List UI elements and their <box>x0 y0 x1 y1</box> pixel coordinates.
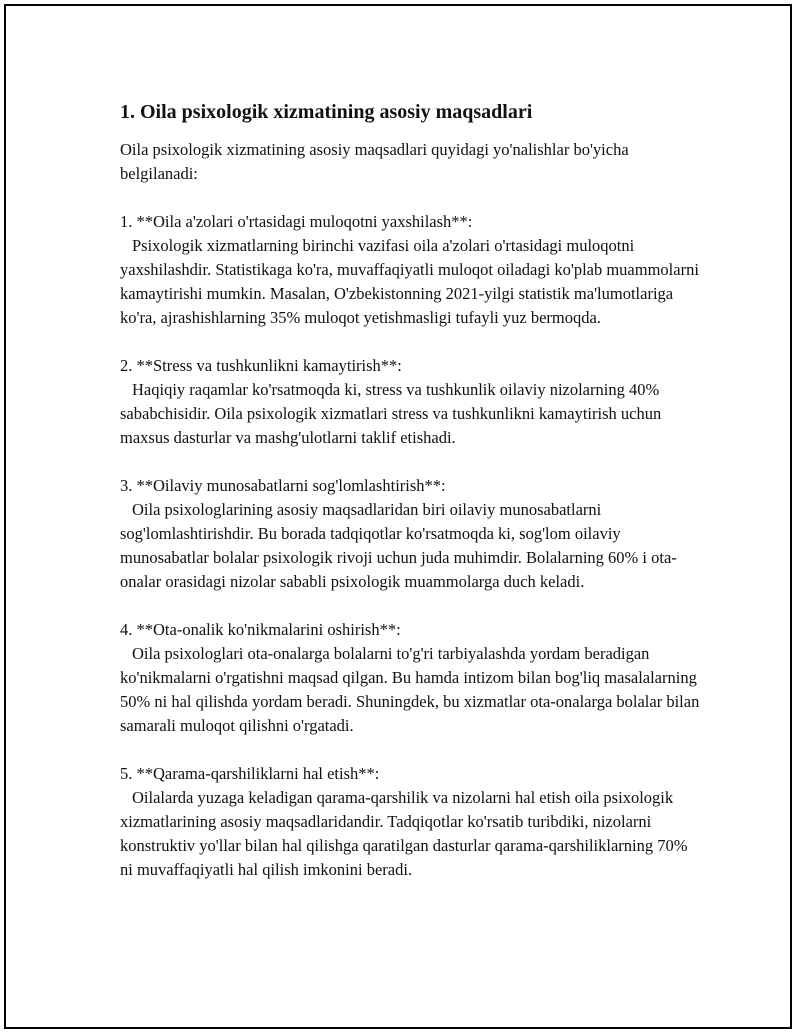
section-5 <box>120 762 700 882</box>
section-heading: 2. **Stress va tushkunlikni kamaytirish**: <box>120 356 402 375</box>
section-1 <box>120 210 704 330</box>
section-4 <box>120 618 704 738</box>
section-body: Oila psixologlarining asosiy maqsadlaridan biri oilaviy munosabatlarni sog'lomlashtirishdir. Bu borada tadqiqotlar ko'rsatmoqda ki, sog'lom oilaviy munosabatlar bolalar psixologik rivoji uchun juda muhimdir. Bolalarning 60% i ota-onalar orasidagi nizolar sababli psixologik muammolarga duch keladi. <box>120 500 677 591</box>
section-body: Psixologik xizmatlarning birinchi vazifasi oila a'zolari o'rtasidagi muloqotni yaxshilashdir. Statistikaga ko'ra, muvaffaqiyatli muloqot oiladagi ko'plab muammolarni kamaytirishi mumkin. Masalan, O'zbekistonning 2021-yilgi statistik ma'lumotlariga ko'ra, ajrashishlarning 35% muloqot yetishmasligi tufayli yuz bermoqda. <box>120 236 704 327</box>
section-body: Oilalarda yuzaga keladigan qarama-qarshilik va nizolarni hal etish oila psixologik xizmatlarining asosiy maqsadlaridandir. Tadqiqotlar ko'rsatib turibdiki, nizolarni konstruktiv yo'llar bilan hal qilishga qaratilgan dasturlar qarama-qarshiliklarning 70% ni muvaffaqiyatli hal qilish imkonini beradi. <box>120 788 692 879</box>
document-page <box>4 4 792 1029</box>
section-heading: 3. **Oilaviy munosabatlarni sog'lomlashtirish**: <box>120 476 446 495</box>
document-content <box>120 98 704 882</box>
section-heading: 4. **Ota-onalik ko'nikmalarini oshirish**: <box>120 620 401 639</box>
section-body: Oila psixologlari ota-onalarga bolalarni to'g'ri tarbiyalashda yordam beradigan ko'nikmalarni o'rgatishni maqsad qilgan. Bu hamda intizom bilan bog'liq masalalarning 50% ni hal qilishda yordam beradi. Shuningdek, bu xizmatlar ota-onalarga bolalar bilan samarali muloqot qilishni o'rgatadi. <box>120 644 704 735</box>
section-body: Haqiqiy raqamlar ko'rsatmoqda ki, stress va tushkunlik oilaviy nizolarning 40% sababchisidir. Oila psixologik xizmatlari stress va tushkunlikni kamaytirish uchun maxsus dasturlar va mashg'ulotlarni taklif etishadi. <box>120 380 666 447</box>
section-3 <box>120 474 700 594</box>
document-title: 1. Oila psixologik xizmatining asosiy maqsadlari <box>120 101 533 123</box>
section-heading: 5. **Qarama-qarshiliklarni hal etish**: <box>120 764 380 783</box>
section-2 <box>120 354 700 450</box>
section-heading: 1. **Oila a'zolari o'rtasidagi muloqotni yaxshilash**: <box>120 212 473 231</box>
intro-paragraph: Oila psixologik xizmatining asosiy maqsadlari quyidagi yo'nalishlar bo'yicha belgilanadi: <box>120 140 633 183</box>
